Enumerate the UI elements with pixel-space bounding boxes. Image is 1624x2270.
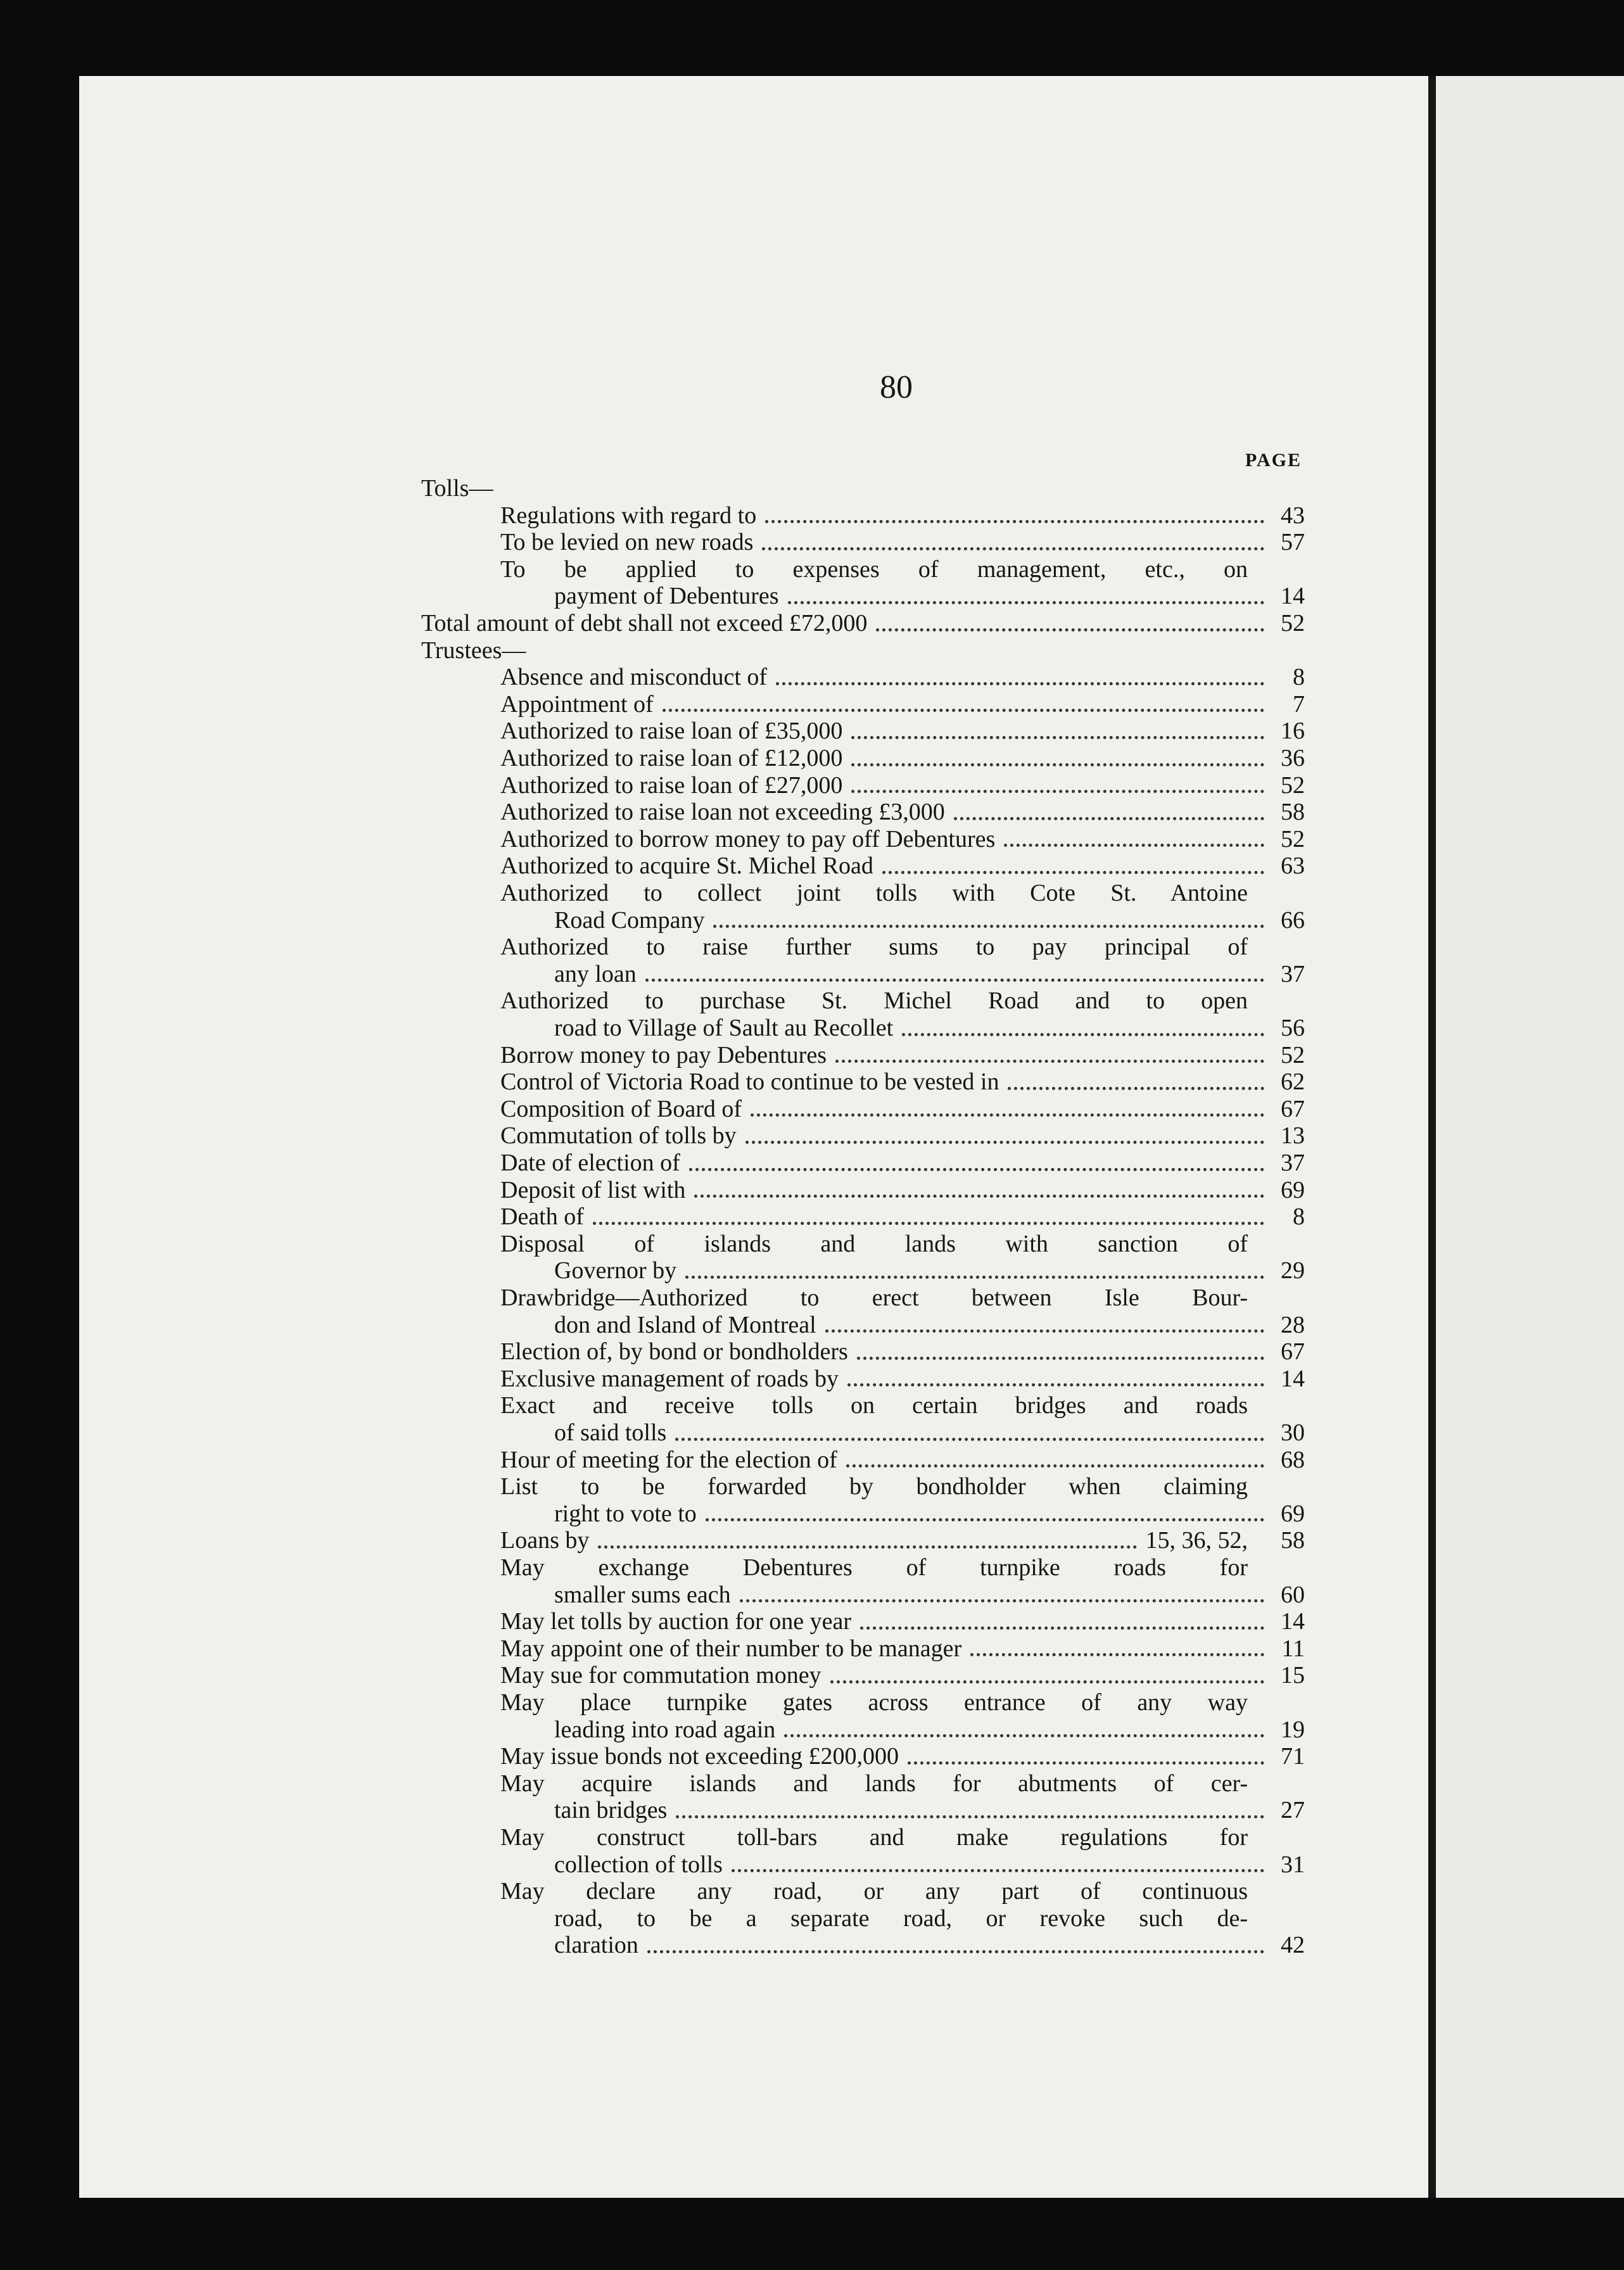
index-entry-text: May appoint one of their number to be manager [500, 1635, 962, 1662]
index-entry [500, 1608, 1305, 1635]
index-entry-text: Death of [500, 1203, 584, 1231]
index-entry [500, 1392, 1248, 1419]
dot-leader [970, 1653, 1264, 1656]
index-entry-page: 37 [1281, 1150, 1305, 1176]
index-entry-page: 52 [1281, 610, 1305, 637]
index-entry-text: any loan [554, 960, 637, 987]
index-entry-text: Exclusive management of roads by [500, 1365, 839, 1392]
index-entry-text: To be levied on new roads [500, 529, 754, 556]
page-column-heading: PAGE [1245, 450, 1302, 471]
index-entry-text: List to be forwarded by bondholder when claiming [500, 1473, 1248, 1500]
index-entry-page: 62 [1281, 1068, 1305, 1096]
index-entry-page: 11 [1281, 1635, 1305, 1662]
index-entry [500, 1824, 1248, 1851]
dot-leader [689, 1168, 1264, 1171]
index-entry [500, 1068, 1305, 1095]
index-entry [500, 772, 1305, 799]
dot-leader [645, 979, 1264, 982]
index-entry-text: May declare any road, or any part of continuous [500, 1878, 1248, 1905]
index-entry-page: 69 [1281, 1500, 1305, 1527]
dot-leader [825, 1329, 1264, 1333]
index-entry-text: Authorized to acquire St. Michel Road [500, 853, 873, 880]
dot-leader [954, 817, 1264, 820]
index-entry-page: 19 [1281, 1716, 1305, 1743]
index-entry-page: 71 [1281, 1743, 1305, 1770]
index-entry [500, 1473, 1248, 1500]
index-entry-page: 28 [1281, 1311, 1305, 1338]
dot-leader [776, 682, 1264, 685]
index-entry-page: 42 [1281, 1932, 1305, 1959]
index-entry [554, 961, 1305, 987]
index-entry-page: 66 [1281, 906, 1305, 934]
index-entry-text: Disposal of islands and lands with sanction of [500, 1230, 1248, 1257]
index-entry-text: Authorized to collect joint tolls with Cote St. Antoine [500, 880, 1248, 906]
index-entry-text: right to vote to [554, 1500, 697, 1527]
dot-leader [788, 601, 1264, 604]
dot-leader [740, 1599, 1264, 1602]
index-entry [500, 1096, 1305, 1122]
index-entry-text: road, to be a separate road, or revoke such de- [554, 1905, 1248, 1932]
index-entry [500, 1284, 1248, 1311]
dot-leader [663, 709, 1264, 712]
dot-leader [851, 736, 1264, 739]
index-entry-page: 30 [1281, 1419, 1305, 1446]
index-entry [500, 1150, 1305, 1176]
index-entry [500, 718, 1305, 744]
page-gutter [1428, 76, 1436, 2198]
index-entry-page: 68 [1281, 1446, 1305, 1473]
index-entry-text: smaller sums each [554, 1581, 731, 1608]
index-entry-text: Control of Victoria Road to continue to be vested in [500, 1068, 999, 1096]
index-entry-page: 15 [1281, 1662, 1305, 1689]
index-entry-page: 13 [1281, 1122, 1305, 1150]
index-entry [421, 637, 1305, 664]
index-entry-text: Drawbridge—Authorized to erect between Isle Bour- [500, 1284, 1248, 1311]
dot-leader [598, 1545, 1136, 1549]
index-entry-page: 52 [1281, 825, 1305, 853]
index-entry-text: Absence and misconduct of [500, 664, 768, 691]
dot-leader [857, 1357, 1264, 1360]
dot-leader [713, 925, 1264, 928]
dot-leader [851, 790, 1264, 793]
index-entry [554, 1582, 1305, 1608]
index-entry-text: road to Village of Sault au Recollet [554, 1015, 894, 1041]
index-entry [500, 1203, 1305, 1230]
index-entry [500, 880, 1248, 906]
index-entry [500, 529, 1305, 555]
index-entry-text: don and Island of Montreal [554, 1311, 816, 1338]
index-entry [554, 1905, 1248, 1932]
index-entry [554, 1419, 1305, 1446]
index-entry-text: leading into road again [554, 1716, 776, 1743]
index-entry [500, 1177, 1305, 1203]
index-entry-page: 67 [1281, 1095, 1305, 1122]
index-entry-page: 7 [1293, 690, 1305, 718]
index-entry-text: May sue for commutation money [500, 1662, 822, 1689]
dot-leader [835, 1060, 1264, 1063]
index-entry-text: May exchange Debentures of turnpike roads for [500, 1554, 1248, 1581]
facing-page-edge [1436, 76, 1624, 2198]
index-entry-text: Authorized to purchase St. Michel Road and to open [500, 987, 1248, 1015]
index-entry [554, 1015, 1305, 1041]
index-entry [500, 826, 1305, 853]
index-entry-page: 29 [1281, 1257, 1305, 1284]
dot-leader [706, 1518, 1264, 1521]
dot-leader [908, 1761, 1264, 1765]
index-entry-text: Hour of meeting for the election of [500, 1446, 837, 1473]
index-entry [500, 691, 1305, 718]
index-entry [554, 1257, 1305, 1284]
index-entry-text: Composition of Board of [500, 1095, 742, 1122]
index-entry [421, 475, 1305, 502]
index-entry-text: claration [554, 1932, 638, 1959]
index-entry-text: Authorized to raise loan of £27,000 [500, 771, 843, 799]
dot-leader [902, 1033, 1264, 1036]
index-entry [500, 745, 1305, 771]
dot-leader [765, 520, 1264, 523]
index-entry-text: May acquire islands and lands for abutments of cer- [500, 1770, 1248, 1797]
index-entry-page: 16 [1281, 718, 1305, 745]
index-entry-page: 15, 36, 52, [1145, 1527, 1248, 1554]
dot-leader [751, 1113, 1264, 1117]
dot-leader [685, 1276, 1264, 1279]
dot-leader [675, 1438, 1264, 1441]
index-entry-text: To be applied to expenses of management, etc., on [500, 555, 1248, 583]
index-entry-page: 67 [1281, 1338, 1305, 1366]
index-entry-text: Exact and receive tolls on certain bridges and roads [500, 1392, 1248, 1419]
index-entry-page: 14 [1281, 583, 1305, 610]
dot-leader [860, 1626, 1264, 1630]
index-entry-text: May place turnpike gates across entrance of any way [500, 1689, 1248, 1716]
index-entry [500, 1527, 1305, 1554]
index-entry [500, 1554, 1248, 1581]
index-entry-text: Deposit of list with [500, 1176, 686, 1203]
index-entry [500, 1743, 1305, 1770]
index-entry-text: Loans by [500, 1527, 590, 1554]
dot-leader [882, 871, 1264, 874]
dot-leader [694, 1195, 1264, 1198]
index-entry [500, 1366, 1305, 1392]
index-entry-page: 14 [1281, 1365, 1305, 1392]
index-entry-text: Regulations with regard to [500, 502, 757, 529]
index-entry-text: Borrow money to pay Debentures [500, 1041, 827, 1068]
index-entry [500, 1662, 1305, 1689]
index-entry-page: 8 [1293, 664, 1305, 691]
index-entry-text: May let tolls by auction for one year [500, 1608, 852, 1635]
index-entry [554, 1500, 1305, 1527]
dot-leader [676, 1815, 1264, 1818]
index-entry [500, 1689, 1248, 1716]
index-entry-text: of said tolls [554, 1419, 667, 1446]
index-entry [554, 1851, 1305, 1878]
index-entry [554, 1312, 1305, 1338]
index-entry-text: Road Company [554, 906, 705, 934]
index-entry [554, 1797, 1305, 1823]
index-entry [500, 1338, 1305, 1365]
index-entry-text: Appointment of [500, 690, 654, 718]
dot-leader [647, 1950, 1264, 1953]
index-entry [554, 1932, 1305, 1958]
index-entry-page: 52 [1281, 771, 1305, 799]
index-entry [500, 934, 1248, 960]
index-entry-text: collection of tolls [554, 1851, 723, 1878]
index-entry-text: Governor by [554, 1257, 677, 1284]
index-entry [421, 610, 1305, 637]
index-entry-page: 27 [1281, 1797, 1305, 1824]
index-entry-page: 36 [1281, 745, 1305, 771]
dot-leader [745, 1141, 1264, 1144]
dot-leader [1004, 844, 1264, 847]
index-entry [500, 1878, 1248, 1905]
index-entry-page: 60 [1281, 1581, 1305, 1608]
index-entry [500, 1635, 1305, 1662]
index-entry-page: 57 [1281, 529, 1305, 556]
dot-leader [593, 1222, 1264, 1225]
dot-leader [851, 763, 1264, 766]
index-entry-page: 37 [1281, 960, 1305, 987]
dot-leader [762, 547, 1264, 550]
index-entry [500, 556, 1248, 583]
index-entry-page: 58 [1281, 1527, 1305, 1554]
dot-leader [784, 1734, 1264, 1737]
index-entry [554, 907, 1305, 934]
index-entry-text: payment of Debentures [554, 583, 779, 610]
index-entry-page: 58 [1281, 799, 1305, 826]
index-entry-text: tain bridges [554, 1797, 668, 1824]
index-entry [500, 1447, 1305, 1473]
index-entry [500, 502, 1305, 529]
index-entry [500, 1231, 1248, 1257]
index-entry [500, 853, 1305, 879]
index-entry [500, 799, 1305, 825]
index-entry-text: Election of, by bond or bondholders [500, 1338, 848, 1366]
index-entry [500, 1770, 1248, 1797]
index-entry [500, 1122, 1305, 1149]
index-entry-page: 63 [1281, 853, 1305, 880]
index-entry-page: 56 [1281, 1015, 1305, 1041]
index-entry-text: Date of election of [500, 1150, 680, 1176]
page-number: 80 [880, 369, 913, 405]
index-entry-text: Authorized to raise loan not exceeding £3,000 [500, 799, 945, 826]
dot-leader [876, 628, 1264, 631]
index-entry-page: 8 [1293, 1203, 1305, 1231]
index-entry-text: Trustees— [421, 637, 526, 664]
index-entry-text: Authorized to borrow money to pay off Debentures [500, 825, 996, 853]
dot-leader [830, 1680, 1264, 1683]
index-entry [554, 1716, 1305, 1743]
index-entry-text: Tolls— [421, 475, 493, 502]
index-entry-page: 43 [1281, 502, 1305, 529]
dot-leader [846, 1464, 1264, 1468]
index-entry-page: 52 [1281, 1041, 1305, 1068]
index-entry-text: Total amount of debt shall not exceed £72,000 [421, 610, 868, 637]
index-entry-text: Authorized to raise loan of £35,000 [500, 718, 843, 745]
index-entry [500, 1042, 1305, 1068]
book-page [79, 76, 1431, 2198]
index-entry-page: 14 [1281, 1608, 1305, 1635]
index-entry-page: 31 [1281, 1851, 1305, 1878]
index-entry-text: May construct toll-bars and make regulations for [500, 1824, 1248, 1851]
dot-leader [1008, 1087, 1264, 1090]
index-entry-text: Authorized to raise loan of £12,000 [500, 745, 843, 771]
index-entry [500, 987, 1248, 1014]
index-entry-text: Commutation of tolls by [500, 1122, 737, 1150]
index-entry-text: May issue bonds not exceeding £200,000 [500, 1743, 899, 1770]
index-entry-page: 69 [1281, 1176, 1305, 1203]
index-entry [500, 664, 1305, 690]
dot-leader [847, 1383, 1264, 1386]
dot-leader [732, 1869, 1264, 1872]
index-entry-text: Authorized to raise further sums to pay principal of [500, 934, 1248, 961]
index-entry [554, 583, 1305, 609]
